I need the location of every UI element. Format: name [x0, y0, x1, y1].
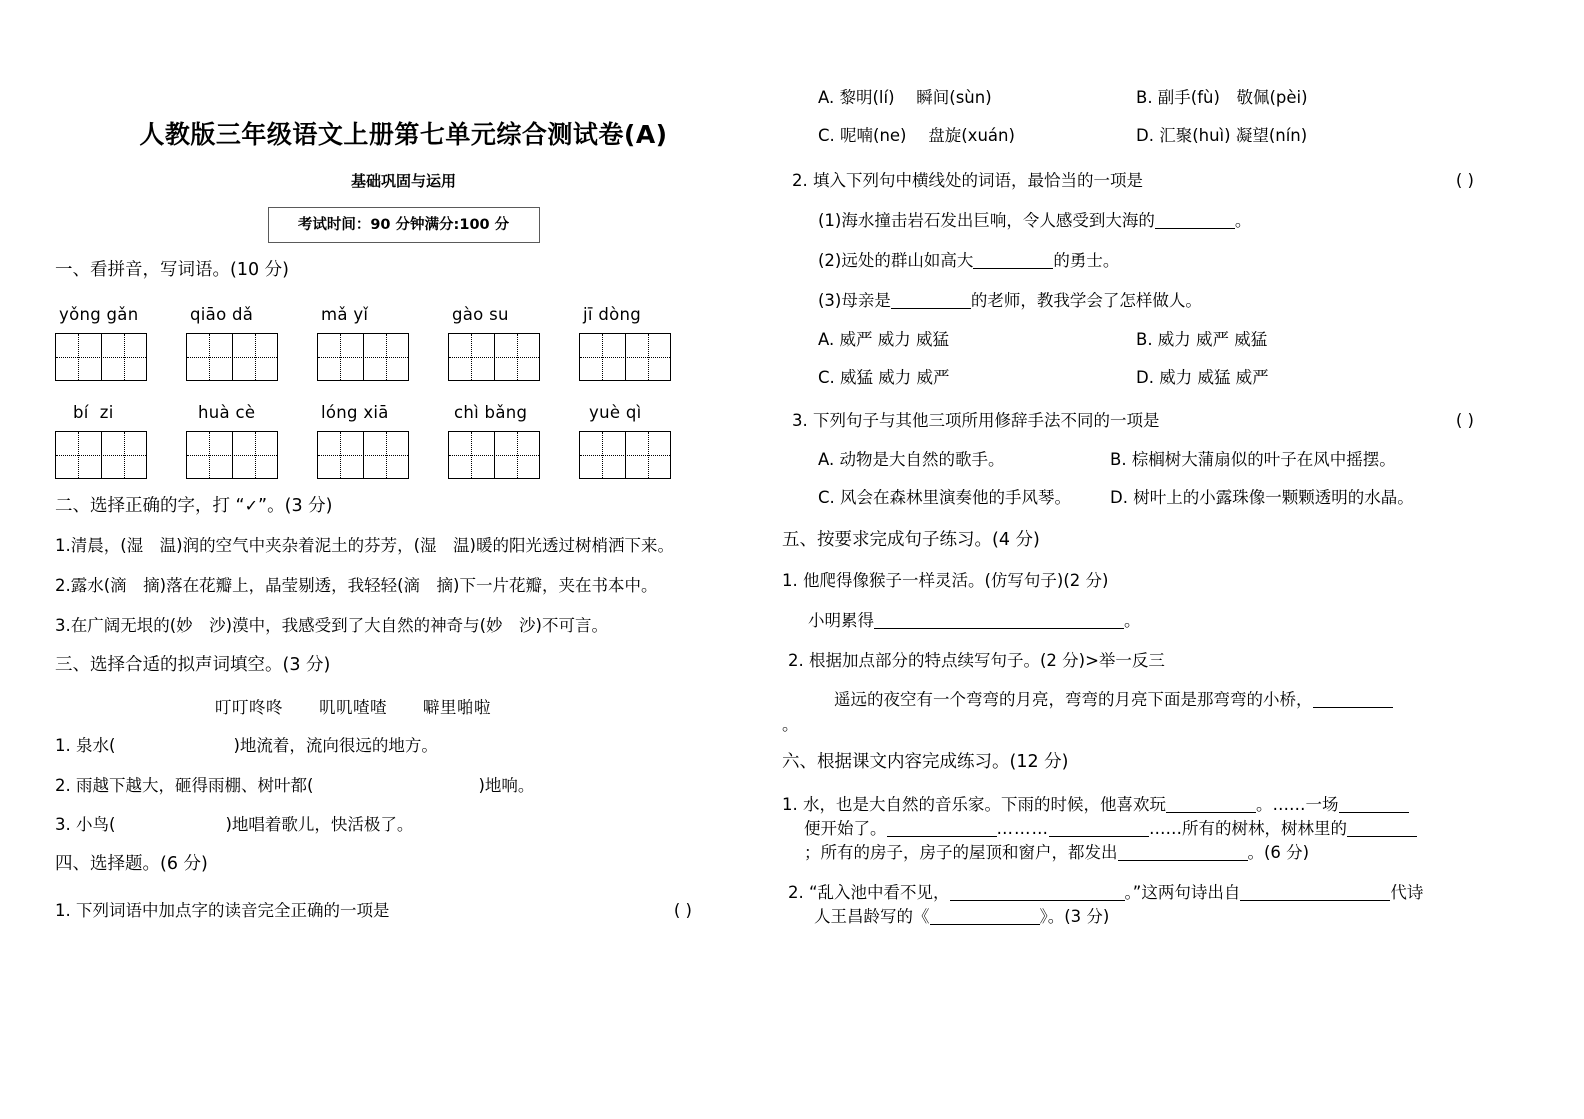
- section-3-item-2: [55, 774, 752, 798]
- pinyin-text: yǒng gǎn: [59, 304, 139, 324]
- pinyin-text: bí zi: [73, 402, 114, 422]
- pinyin-text: lóng xiā: [321, 402, 389, 422]
- writing-grid-wrap: [317, 333, 448, 381]
- writing-grid-box[interactable]: [55, 431, 147, 479]
- writing-grid-wrap: [55, 333, 186, 381]
- section-4-q3-options-row-1: [818, 448, 1574, 471]
- section-5-q2-text: [834, 688, 1574, 712]
- section-4-heading: 四、选择题。(6 分): [55, 854, 208, 875]
- writing-grid-box[interactable]: [448, 431, 540, 479]
- writing-grid-box[interactable]: [317, 333, 409, 381]
- option-d[interactable]: D. 树叶上的小露珠像一颗颗透明的水晶。: [1110, 488, 1414, 508]
- answer-bracket[interactable]: ( ): [1455, 171, 1474, 191]
- pinyin-item: [55, 305, 186, 324]
- section-4-q2-blank-1: [818, 209, 1574, 233]
- answer-blank[interactable]: [891, 308, 971, 309]
- onomatopoeia-word: 叽叽喳喳: [319, 697, 387, 717]
- pinyin-row-1: [55, 305, 752, 324]
- page-subtitle: 基础巩固与运用: [350, 172, 456, 190]
- onomatopoeia-word-bank: [215, 694, 752, 718]
- onomatopoeia-word: 叮叮咚咚: [215, 697, 283, 717]
- item-text-b: )地唱着歌儿，快活极了。: [225, 815, 414, 835]
- section-2-heading: [55, 495, 752, 519]
- pinyin-item: [186, 403, 317, 422]
- section-3-item-1: [55, 734, 752, 758]
- grid-cell[interactable]: [187, 334, 232, 380]
- answer-bracket[interactable]: ( ): [1455, 411, 1474, 431]
- q2-part-3: 代诗: [1390, 882, 1424, 902]
- grid-cell[interactable]: [363, 334, 409, 380]
- section-3-heading: 三、选择合适的拟声词填空。(3 分): [55, 655, 331, 676]
- onomatopoeia-word: 噼里啪啦: [423, 697, 491, 717]
- item-text-a: 3. 小鸟(: [55, 815, 116, 835]
- section-2-item: 3.在广阔无垠的(妙 沙)漠中，我感受到了大自然的神奇与(妙 沙)不可言。: [55, 616, 608, 636]
- writing-grid-wrap: [448, 431, 579, 479]
- blank-text-b: 。: [1234, 211, 1252, 231]
- q1-part-5: ……所有的树林，树林里的: [1149, 818, 1347, 838]
- section-5-heading: 五、按要求完成句子练习。(4 分): [782, 530, 1040, 551]
- answer-blank[interactable]: [1049, 836, 1149, 837]
- writing-grid-wrap: [317, 431, 448, 479]
- section-6-q1: [782, 793, 1574, 865]
- pinyin-item: [448, 403, 579, 422]
- writing-grid-box[interactable]: [579, 333, 671, 381]
- writing-grid-box[interactable]: [186, 431, 278, 479]
- answer-text-a: 小明累得: [808, 610, 874, 630]
- grid-cell[interactable]: [625, 432, 671, 478]
- q1-part-6: ；所有的房子，房子的屋顶和窗户，都发出: [804, 842, 1118, 862]
- section-4-q3-stem-row: [792, 409, 1574, 433]
- answer-blank[interactable]: [1118, 860, 1248, 861]
- blank-text-b: 的老师，教我学会了怎样做人。: [970, 290, 1202, 310]
- writing-grid-box[interactable]: [186, 333, 278, 381]
- grid-cell[interactable]: [56, 334, 101, 380]
- q1-part-1: 1. 水，也是大自然的音乐家。下雨的时候，他喜欢玩: [782, 795, 1166, 815]
- q1-part-7: 。(6 分): [1247, 842, 1310, 862]
- item-text-b: )地响。: [478, 775, 535, 795]
- grid-cell[interactable]: [580, 334, 625, 380]
- answer-blank[interactable]: [1166, 812, 1256, 813]
- writing-grid-wrap: [186, 431, 317, 479]
- section-4-q3-options-row-2: [818, 486, 1574, 509]
- grid-cell[interactable]: [494, 334, 540, 380]
- section-6-q2: [788, 881, 1574, 929]
- option-b[interactable]: B. 威力 威严 威猛: [1136, 329, 1268, 349]
- writing-grid-wrap: [55, 431, 186, 479]
- grid-cell[interactable]: [232, 432, 278, 478]
- option-c[interactable]: C. 威猛 威力 威严: [818, 367, 950, 387]
- grid-cell[interactable]: [580, 432, 625, 478]
- option-a[interactable]: A. 威严 威力 威猛: [818, 329, 949, 349]
- checkmark-icon: ✓: [244, 495, 259, 515]
- section-1-heading: 一、看拼音，写词语。(10 分): [55, 260, 289, 280]
- item-text-a: 2. 雨越下越大，砸得雨棚、树叶都(: [55, 775, 314, 795]
- answer-blank[interactable]: [887, 836, 997, 837]
- section-5-q2-stem: 2. 根据加点部分的特点续写句子。(2 分)>举一反三: [788, 650, 1165, 670]
- option-b[interactable]: B. 副手(fù) 敬佩(pèi): [1136, 88, 1308, 107]
- pinyin-text: yuè qì: [589, 402, 642, 422]
- pinyin-text: jī dòng: [583, 304, 642, 324]
- grid-cell[interactable]: [449, 334, 494, 380]
- grid-cell[interactable]: [449, 432, 494, 478]
- writing-grid-box[interactable]: [579, 431, 671, 479]
- section-4-q1-stem: 1. 下列词语中加点字的读音完全正确的一项是: [55, 901, 390, 921]
- blank-text-b: 的勇士。: [1053, 251, 1120, 271]
- pinyin-item: [317, 403, 448, 422]
- answer-text-b: 。: [1124, 610, 1141, 630]
- section-4-q2-stem: 2. 填入下列句中横线处的词语，最恰当的一项是: [792, 171, 1143, 191]
- q2-part-1: 2. “乱入池中看不见，: [788, 882, 950, 902]
- option-c[interactable]: C. 风会在森林里演奏他的手风琴。: [818, 488, 1072, 508]
- left-column: [0, 0, 792, 923]
- q2-part-5: 》。(3 分): [1039, 906, 1110, 926]
- section-4-q2-options-row-1: [818, 328, 1574, 351]
- q2-text-a: 遥远的夜空有一个弯弯的月亮，弯弯的月亮下面是那弯弯的小桥，: [834, 689, 1313, 709]
- pinyin-item: [55, 403, 186, 422]
- grid-cell[interactable]: [363, 432, 409, 478]
- section-2-heading-part-a: 二、选择正确的字，打 “: [55, 495, 245, 516]
- answer-bracket[interactable]: ( ): [673, 901, 692, 921]
- grid-cell[interactable]: [187, 432, 232, 478]
- q2-part-4: 人王昌龄写的《: [814, 906, 930, 926]
- section-2-item: 1.清晨，(湿 温)润的空气中夹杂着泥土的芬芳，(湿 温)暖的阳光透过树梢洒下来。: [55, 536, 674, 556]
- exam-info-box: 考试时间：90 分钟满分:100 分: [268, 207, 540, 243]
- writing-grid-wrap: [448, 333, 579, 381]
- item-text-b: )地流着，流向很远的地方。: [233, 735, 438, 755]
- section-5-q2-text-end: 。: [782, 715, 799, 735]
- grid-cell[interactable]: [232, 334, 278, 380]
- answer-blank[interactable]: [973, 268, 1053, 269]
- pinyin-text: gào su: [452, 304, 509, 324]
- pinyin-text: mǎ yǐ: [321, 304, 369, 324]
- item-text-a: 1. 泉水(: [55, 735, 116, 755]
- writing-grid-row-1: [55, 333, 752, 381]
- grid-cell[interactable]: [101, 432, 147, 478]
- section-5-q1-stem: 1. 他爬得像猴子一样灵活。(仿写句子)(2 分): [782, 570, 1109, 590]
- option-b[interactable]: B. 棕榈树大蒲扇似的叶子在风中摇摆。: [1110, 449, 1396, 469]
- pinyin-text: chì bǎng: [454, 402, 528, 422]
- grid-cell[interactable]: [101, 334, 147, 380]
- section-4-q2-blank-2: [818, 249, 1574, 273]
- answer-blank[interactable]: [1347, 836, 1417, 837]
- section-4-q2-options-row-2: [818, 366, 1574, 389]
- right-column: [782, 0, 1584, 929]
- answer-blank[interactable]: [1155, 228, 1235, 229]
- option-a[interactable]: A. 黎明(lí) 瞬间(sùn): [818, 88, 992, 107]
- writing-grid-wrap: [579, 431, 710, 479]
- section-4-q3-stem: 3. 下列句子与其他三项所用修辞手法不同的一项是: [792, 411, 1160, 431]
- page-title: 人教版三年级语文上册第七单元综合测试卷(A): [139, 120, 668, 149]
- answer-blank[interactable]: [1240, 900, 1390, 901]
- section-4-q2-stem-row: [792, 169, 1574, 193]
- q1-part-3: 便开始了。: [804, 818, 887, 838]
- section-2-item: 2.露水(滴 摘)落在花瓣上，晶莹剔透，我轻轻(滴 摘)下一片花瓣，夹在书本中。: [55, 576, 658, 596]
- pinyin-item: [448, 305, 579, 324]
- pinyin-item: [579, 403, 710, 422]
- pinyin-text: huà cè: [198, 402, 256, 422]
- writing-grid-box[interactable]: [448, 333, 540, 381]
- answer-blank[interactable]: [874, 628, 1124, 629]
- section-6-heading: 六、根据课文内容完成练习。(12 分): [782, 752, 1069, 773]
- pinyin-row-2: [55, 403, 752, 422]
- section-4-q1-options-row-1: [818, 86, 1574, 109]
- section-2-heading-part-b: ”。(3 分): [258, 495, 333, 516]
- writing-grid-wrap: [579, 333, 710, 381]
- pinyin-item: [579, 305, 710, 324]
- option-d[interactable]: D. 汇聚(huì) 凝望(nín): [1136, 126, 1308, 146]
- section-3-item-3: [55, 813, 752, 837]
- writing-grid-box[interactable]: [317, 431, 409, 479]
- section-4-q1-options-row-2: [818, 124, 1574, 147]
- answer-blank[interactable]: [950, 900, 1125, 901]
- grid-cell[interactable]: [56, 432, 101, 478]
- section-4-q2-blank-3: [818, 289, 1574, 313]
- blank-text-a: (2)远处的群山如高大: [818, 251, 974, 271]
- blank-text-a: (3)母亲是: [818, 290, 891, 310]
- option-d[interactable]: D. 威力 威猛 威严: [1136, 367, 1269, 387]
- section-5-q1-answer: [808, 609, 1574, 633]
- section-4-q1-stem-row: [55, 899, 752, 923]
- writing-grid-wrap: [186, 333, 317, 381]
- answer-blank[interactable]: [1313, 707, 1393, 708]
- answer-blank[interactable]: [1339, 812, 1409, 813]
- q1-part-4: ………: [996, 818, 1049, 838]
- pinyin-text: qiāo dǎ: [190, 304, 254, 324]
- option-a[interactable]: A. 动物是大自然的歌手。: [818, 449, 1005, 469]
- q2-part-2: 。”这两句诗出自: [1124, 882, 1241, 902]
- q1-part-2: 。……一场: [1256, 795, 1339, 815]
- blank-text-a: (1)海水撞击岩石发出巨响，令人感受到大海的: [818, 211, 1155, 231]
- exam-info-wrapper: [55, 207, 752, 243]
- pinyin-item: [317, 305, 448, 324]
- grid-cell[interactable]: [318, 334, 363, 380]
- answer-blank[interactable]: [930, 924, 1040, 925]
- option-c[interactable]: C. 呢喃(ne) 盘旋(xuán): [818, 126, 1015, 146]
- grid-cell[interactable]: [625, 334, 671, 380]
- grid-cell[interactable]: [318, 432, 363, 478]
- writing-grid-row-2: [55, 431, 752, 479]
- pinyin-item: [186, 305, 317, 324]
- grid-cell[interactable]: [494, 432, 540, 478]
- writing-grid-box[interactable]: [55, 333, 147, 381]
